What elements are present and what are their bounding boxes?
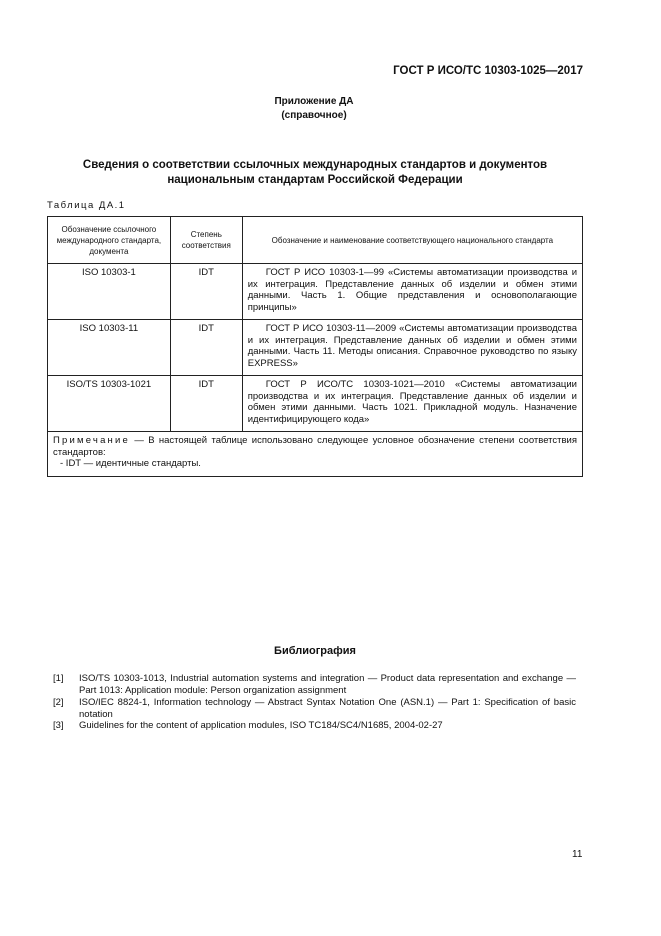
page-number: 11: [572, 849, 583, 860]
table-header-row: [48, 217, 583, 264]
cell-reference: ISO 10303-11: [48, 320, 171, 376]
section-title-line2: национальным стандартам Российской Федерации: [167, 174, 463, 186]
header-reference-standard: Обозначение ссылочного международного стандарта, документа: [48, 217, 171, 264]
bibliography-number: [2]: [53, 697, 64, 708]
bibliography-item: [53, 697, 576, 720]
cell-national: ГОСТ Р ИСО 10303-11—2009 «Системы автоматизации производства и их интеграция. Представление данных об изделии и обмен этими данными. Часть 11. Методы описания. Справочное руководство по языку EXPRESS»: [242, 320, 582, 376]
table-row: [48, 320, 583, 376]
cell-degree: IDT: [170, 320, 242, 376]
note-body: В настоящей таблице использовано следующее условное обозначение степени соответствия стандартов:: [53, 435, 578, 458]
bibliography-text: ISO/TS 10303-1013, Industrial automation systems and integration — Product data representation and exchange — Part 1013: Application module: Person organization assignment: [79, 673, 576, 696]
note-item: - IDT — идентичные стандарты.: [60, 458, 201, 469]
cell-degree: IDT: [170, 376, 242, 432]
cell-reference: ISO/TS 10303-1021: [48, 376, 171, 432]
note-text: [53, 435, 577, 458]
document-code: ГОСТ Р ИСО/ТС 10303-1025—2017: [393, 65, 583, 77]
table-row: [48, 376, 583, 432]
bibliography-title: Библиография: [274, 645, 356, 657]
appendix-heading: [0, 95, 628, 123]
section-title: [60, 158, 570, 188]
header-national-standard: Обозначение и наименование соответствующего национального стандарта: [242, 217, 582, 264]
table-caption: Таблица ДА.1: [47, 200, 126, 211]
section-title-line1: Сведения о соответствии ссылочных международных стандартов и документов: [82, 159, 548, 171]
note-label: Примечание: [53, 435, 130, 446]
appendix-title: Приложение ДА: [274, 96, 354, 107]
table-note-row: [48, 432, 583, 477]
cell-degree: IDT: [170, 264, 242, 320]
bibliography-number: [1]: [53, 673, 64, 684]
header-degree: Степень соответствия: [170, 217, 242, 264]
table-row: [48, 264, 583, 320]
bibliography-item: [53, 720, 576, 732]
cell-national: ГОСТ Р ИСО 10303-1—99 «Системы автоматизации производства и их интеграция. Представление данных об изделии и обмен этими данными. Часть 1. Общие представления и основополагающие принципы»: [242, 264, 582, 320]
bibliography-text: Guidelines for the content of application modules, ISO TC184/SC4/N1685, 2004-02-27: [79, 720, 443, 731]
bibliography-number: [3]: [53, 720, 64, 731]
bibliography-item: [53, 673, 576, 696]
cell-reference: ISO 10303-1: [48, 264, 171, 320]
bibliography-text: ISO/IEC 8824-1, Information technology — Abstract Syntax Notation One (ASN.1) — Part 1: Specification of basic notation: [79, 697, 576, 720]
appendix-subtitle: (справочное): [281, 110, 347, 121]
note-dash: —: [130, 435, 149, 446]
cell-national: ГОСТ Р ИСО/ТС 10303-1021—2010 «Системы автоматизации производства и их интеграция. Представление данных об изделии и обмен этими данными. Часть 1021. Прикладной модуль. Назначение идентифицирующего кода»: [242, 376, 582, 432]
table-note: [48, 432, 583, 477]
correspondence-table: [47, 216, 583, 477]
